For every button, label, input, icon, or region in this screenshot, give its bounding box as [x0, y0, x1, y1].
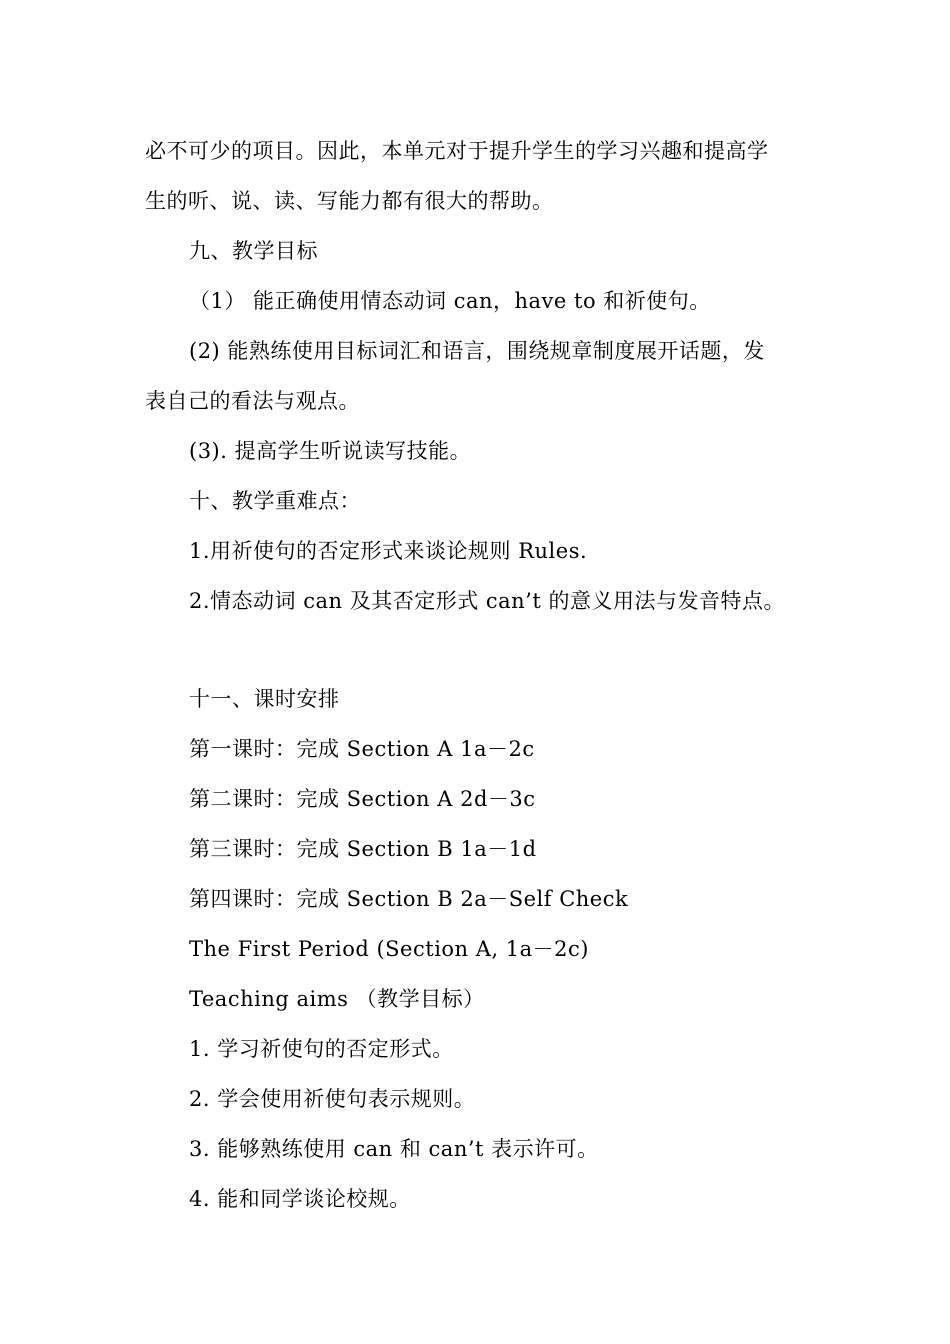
subheading: Teaching aims （教学目标） — [189, 987, 485, 1011]
list-item: 1.用祈使句的否定形式来谈论规则 Rules. — [189, 539, 588, 563]
schedule-item: 第三课时：完成 Section B 1a－1d — [189, 837, 537, 861]
paragraph-line: 表自己的看法与观点。 — [145, 389, 360, 413]
paragraph-line: 生的听、说、读、写能力都有很大的帮助。 — [145, 189, 554, 213]
list-item: （1） 能正确使用情态动词 can，have to 和祈使句。 — [189, 289, 711, 313]
period-heading: The First Period (Section A, 1a－2c) — [189, 937, 589, 961]
schedule-item: 第四课时：完成 Section B 2a－Self Check — [189, 887, 629, 911]
schedule-item: 第一课时：完成 Section A 1a－2c — [189, 737, 535, 761]
section-heading: 十、教学重难点： — [189, 489, 361, 513]
section-heading: 九、教学目标 — [189, 239, 318, 263]
list-item: 2.情态动词 can 及其否定形式 can’t 的意义用法与发音特点。 — [189, 589, 785, 613]
list-item: 2. 学会使用祈使句表示规则。 — [189, 1087, 476, 1111]
section-heading: 十一、课时安排 — [189, 687, 340, 711]
list-item: (2) 能熟练使用目标词汇和语言，围绕规章制度展开话题，发 — [189, 339, 765, 363]
schedule-item: 第二课时：完成 Section A 2d－3c — [189, 787, 536, 811]
list-item: 3. 能够熟练使用 can 和 can’t 表示许可。 — [189, 1137, 599, 1161]
paragraph-line: 必不可少的项目。因此，本单元对于提升学生的学习兴趣和提高学 — [145, 139, 769, 163]
list-item: (3). 提高学生听说读写技能。 — [189, 439, 472, 463]
list-item: 4. 能和同学谈论校规。 — [189, 1187, 411, 1211]
list-item: 1. 学习祈使句的否定形式。 — [189, 1037, 454, 1061]
